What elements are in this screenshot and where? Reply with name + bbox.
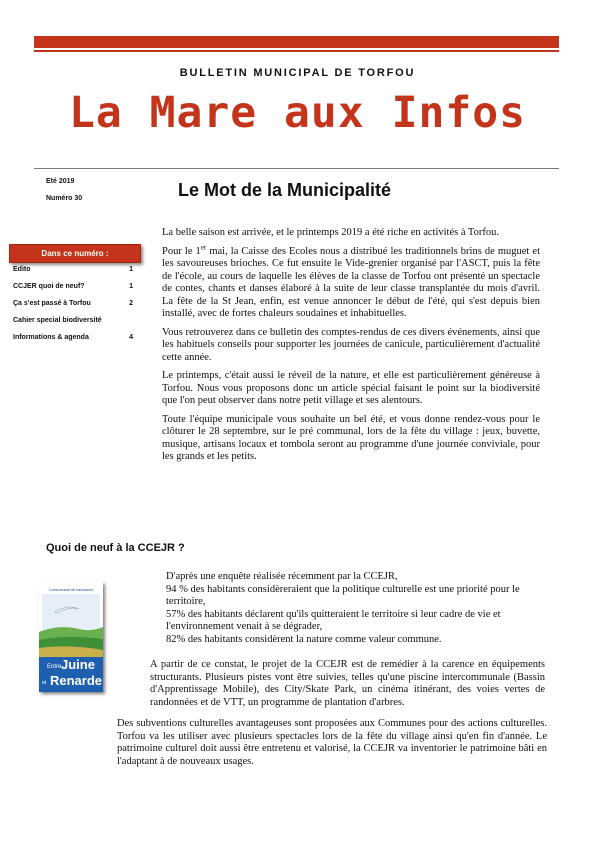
toc-item-label: Ça s'est passé à Torfou <box>13 300 91 307</box>
logo-word-renarde: Renarde <box>50 673 103 688</box>
editorial-paragraph <box>162 243 540 321</box>
toc-item[interactable] <box>9 334 141 351</box>
ccejr-logo <box>39 582 103 692</box>
editorial-text: mai, la Caisse des Ecoles nous a distribué les traditionnels brins de muguet et les savoureuses brioches. Ce fut ensuite le Vide-grenier organisé par l'ASCT, puis la fête de l'école, au cours de laquelle les élèves de la classe de Torfou ont présenté un spectacle de contes, chants et danses élaboré à la suite de leur classe transplantée du mois d'avril. La fête de la St Jean, enfin, est venue annoncer le début de l'été, qui s'est depuis bien installé, avec de fortes chaleurs soudaines et inhabituelles. <box>162 245 540 319</box>
editorial-paragraph: Toute l'équipe municipale vous souhaite un bel été, et vous donne rendez-vous pour le clôturer le 28 septembre, sur le pré communal, lors de la fête du village : jeux, buvette, musique, artisans locaux et tombola seront au programme d'une journée conviviale, pour les grands et les petits. <box>162 413 540 462</box>
ordinal-superscript: er <box>200 243 207 251</box>
survey-line: 82% des habitants considèrent la nature comme valeur commune. <box>166 633 442 645</box>
masthead-divider <box>34 168 559 169</box>
survey-line: 57% des habitants déclarent qu'ils quitteraient le territoire si leur cadre de vie et l'environnement venait à se dégrader, <box>166 608 501 632</box>
bulletin-label: BULLETIN MUNICIPAL DE TORFOU <box>179 67 416 79</box>
editorial-paragraph: Vous retrouverez dans ce bulletin des comptes-rendus de ces divers événements, ainsi que les habituels conseils pour supporter les journées de canicule, particulièrement d'actualité cette année. <box>162 326 540 363</box>
logo-word-juine: Juine <box>61 657 95 672</box>
toc-item[interactable] <box>9 266 141 283</box>
logo-small-text: Communauté de communes <box>49 588 93 592</box>
editorial-paragraph: Le printemps, c'était aussi le réveil de la nature, et elle est particulièrement généreuse à Torfou. Nous vous proposons donc un article spécial faisant le point sur la biodiversité que l'on peut observer dans notre petit village et ses alentours. <box>162 370 540 406</box>
newsletter-title: La Mare aux Infos <box>68 88 527 138</box>
toc-item-label: CCJER quoi de neuf? <box>13 283 85 290</box>
toc-header: Dans ce numéro : <box>9 244 141 263</box>
logo-prefix-text: Entre <box>47 664 62 670</box>
top-rule <box>34 50 559 52</box>
toc-item-page: 4 <box>129 334 133 341</box>
editorial-paragraph: La belle saison est arrivée, et le printemps 2019 a été riche en activités à Torfou. <box>162 227 499 238</box>
survey-line: D'après une enquête réalisée récemment par la CCEJR, <box>166 571 398 582</box>
survey-line: 94 % des habitants considèreraient que la politique culturelle est une priorité pour le territoire, <box>166 583 520 607</box>
issue-number: Numéro 30 <box>46 195 83 202</box>
toc-item-page: 2 <box>129 300 133 307</box>
toc-item[interactable] <box>9 300 141 317</box>
editorial-text: Pour le 1 <box>162 245 201 257</box>
toc-item-page: 1 <box>129 283 133 290</box>
ccejr-subsidies-paragraph: Des subventions culturelles avantageuses sont proposées aux Communes pour des actions culturelles. Torfou va les utiliser avec plusieurs spectacles lors de la fête du village ainsi qu'en fin d'année. Le patrimoine culturel doit aussi être entretenu et valorisé, la CCEJR va inventorier le patrimoine bâti en l'adaptant à de nouveaux usages. <box>117 718 547 767</box>
logo-prefix-text: et <box>42 680 47 686</box>
ccejr-projects-paragraph: A partir de ce constat, le projet de la CCEJR est de remédier à la carence en équipements structurants. Plusieurs pistes vont être suivies, telles qu'une piscine intercommunale (Bassin d'Apprentissage Mobile), des City/Skate Park, un cinéma itinérant, des voies vertes de randonnées et de VTT, un programme de plantation d'arbres. <box>150 659 545 708</box>
editorial-body <box>162 227 540 470</box>
top-color-bar <box>34 36 559 48</box>
article-title: Le Mot de la Municipalité <box>178 180 392 200</box>
toc-item-label: Edito <box>13 266 31 273</box>
toc-item-label: Informations & agenda <box>13 334 89 341</box>
table-of-contents <box>9 244 141 351</box>
survey-results <box>166 571 542 646</box>
section-title: Quoi de neuf à la CCEJR ? <box>46 542 185 554</box>
issue-season: Eté 2019 <box>46 178 75 185</box>
toc-item-page: 1 <box>129 266 133 273</box>
toc-item-label: Cahier special biodiversité <box>13 317 102 324</box>
toc-list <box>9 266 141 351</box>
toc-item[interactable] <box>9 283 141 300</box>
toc-item[interactable] <box>9 317 141 334</box>
